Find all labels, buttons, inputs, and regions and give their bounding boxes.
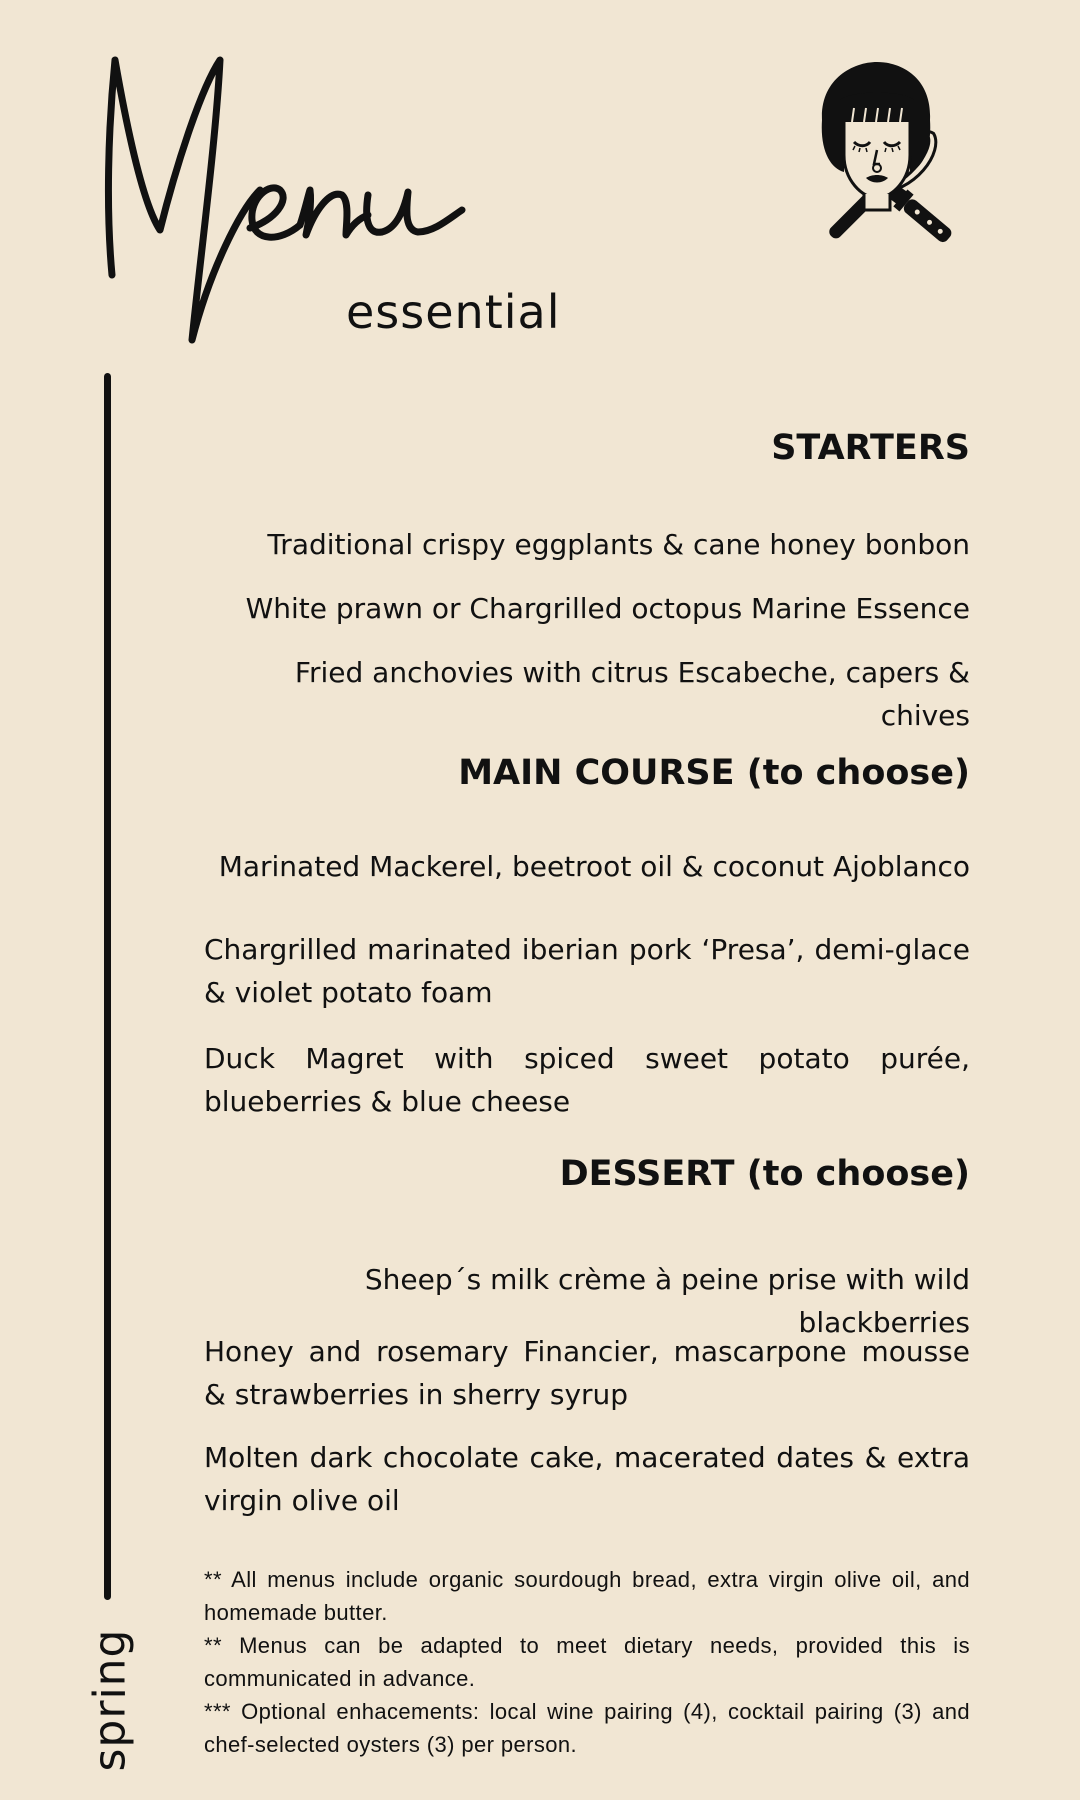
menu-item: Fried anchovies with citrus Escabeche, capers & chives: [294, 656, 970, 732]
menu-item: Honey and rosemary Financier, mascarpone mousse & strawberries in sherry syrup: [204, 1335, 970, 1411]
vertical-divider-line: [104, 373, 111, 1600]
menu-item: Marinated Mackerel, beetroot oil & coconut Ajoblanco: [218, 850, 970, 883]
chef-with-knife-and-whisk-icon: [782, 60, 972, 275]
menu-subtitle: essential: [346, 285, 561, 339]
section-heading-starters: STARTERS: [771, 428, 970, 468]
menu-item: White prawn or Chargrilled octopus Marine Essence: [245, 592, 970, 625]
note-line: ** Menus can be adapted to meet dietary needs, provided this is communicated in advance.: [204, 1633, 970, 1691]
note-line: ** All menus include organic sourdough bread, extra virgin olive oil, and homemade butter.: [204, 1567, 970, 1625]
season-label: spring: [84, 1628, 136, 1772]
menu-item: Duck Magret with spiced sweet potato purée, blueberries & blue cheese: [204, 1042, 970, 1118]
menu-item: Sheep´s milk crème à peine prise with wild blackberries: [364, 1263, 970, 1339]
menu-item: Chargrilled marinated iberian pork ‘Presa’, demi-glace & violet potato foam: [204, 933, 970, 1009]
section-heading-dessert: DESSERT (to choose): [559, 1154, 970, 1194]
menu-item: Traditional crispy eggplants & cane honey bonbon: [267, 528, 970, 561]
note-line: *** Optional enhacements: local wine pairing (4), cocktail pairing (3) and chef-selected oysters (3) per person.: [204, 1699, 970, 1757]
section-heading-main-course: MAIN COURSE (to choose): [458, 753, 970, 793]
menu-notes: [204, 1563, 970, 1761]
menu-item: Molten dark chocolate cake, macerated dates & extra virgin olive oil: [204, 1441, 970, 1517]
